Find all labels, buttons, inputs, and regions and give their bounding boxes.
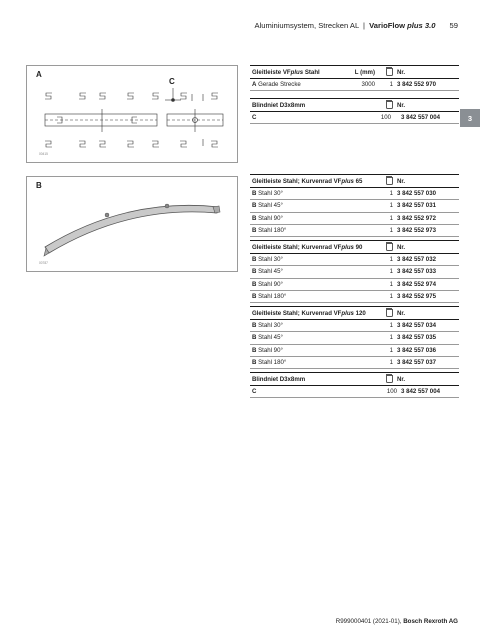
table-title: Gleitleiste Stahl; Kurvenrad VFplus 65: [252, 177, 363, 185]
cell-qty: 100: [386, 388, 397, 396]
column-qty-header: [381, 375, 397, 383]
column-nr-header: Nr.: [397, 375, 406, 383]
column-nr-header: Nr.: [397, 309, 406, 317]
table-row[interactable]: B Stahl 45° 1 3 842 557 031: [250, 200, 459, 212]
header-separator: |: [363, 21, 366, 30]
cell-part-number: 3 842 557 034: [397, 322, 436, 330]
package-qty-icon: [386, 101, 393, 109]
cell-qty: 1: [389, 359, 393, 367]
table-header: [250, 65, 459, 79]
table-row[interactable]: B Stahl 45° 1 3 842 557 033: [250, 266, 459, 278]
table-title: Blindniet D3x8mm: [252, 101, 306, 109]
figure-a-drawing: [27, 66, 237, 162]
cell-qty: 1: [389, 202, 393, 210]
header-product-main: VarioFlow: [369, 21, 406, 30]
table-header: [250, 240, 459, 254]
table-row[interactable]: B Stahl 30° 1 3 842 557 030: [250, 188, 459, 200]
footer-doc: R999000401 (2021-01),: [335, 618, 402, 625]
table-row[interactable]: B Stahl 30° 1 3 842 557 034: [250, 320, 459, 332]
table-row[interactable]: A Gerade Strecke 3000 1 3 842 552 970: [250, 79, 459, 91]
table-row[interactable]: B Stahl 30° 1 3 842 557 032: [250, 254, 459, 266]
figure-a: [26, 65, 238, 163]
cell-qty: 1: [389, 214, 393, 222]
cell-part-number: 3 842 557 004: [401, 114, 440, 122]
cell-part-number: 3 842 552 972: [397, 214, 436, 222]
table-kurvenrad-65: [250, 174, 459, 237]
table-header: [250, 98, 459, 112]
column-nr-header: Nr.: [397, 177, 406, 185]
cell-qty: 1: [389, 256, 393, 264]
cell-qty: 1: [389, 190, 393, 198]
cell-qty: 1: [389, 334, 393, 342]
figure-a-callout: C: [169, 77, 175, 86]
table-row[interactable]: B Stahl 90° 1 3 842 557 036: [250, 345, 459, 357]
cell-qty: 1: [389, 268, 393, 276]
table-row[interactable]: B Stahl 180° 1 3 842 557 037: [250, 357, 459, 369]
header-product-plus: plus 3.0: [407, 21, 436, 30]
figure-a-id: 00415: [39, 152, 48, 156]
column-qty-header: [381, 243, 397, 251]
cell-part-number: 3 842 557 033: [397, 268, 436, 276]
table-title: Gleitleiste Stahl; Kurvenrad VFplus 120: [252, 309, 366, 317]
cell-part-number: 3 842 557 031: [397, 202, 436, 210]
page-footer: [336, 618, 458, 625]
table-title: Blindniet D3x8mm: [252, 375, 306, 383]
column-qty-header: [381, 68, 397, 76]
package-qty-icon: [386, 243, 393, 251]
table-row[interactable]: B Stahl 90° 1 3 842 552 972: [250, 213, 459, 225]
table-row[interactable]: C 100 3 842 557 004: [250, 386, 459, 398]
cell-part-number: 3 842 557 032: [397, 256, 436, 264]
package-qty-icon: [386, 68, 393, 76]
figure-a-letter: A: [36, 70, 42, 79]
cell-qty: 1: [389, 81, 393, 89]
column-nr-header: Nr.: [397, 243, 406, 251]
table-kurvenrad-120: [250, 306, 459, 369]
page-number: 59: [449, 21, 458, 30]
figure-b-letter: B: [36, 181, 42, 190]
column-qty-header: [381, 101, 397, 109]
figure-b: [26, 176, 238, 272]
cell-qty: 1: [389, 293, 393, 301]
cell-length: 3000: [361, 81, 375, 89]
package-qty-icon: [386, 177, 393, 185]
cell-part-number: 3 842 557 036: [397, 346, 436, 354]
table-row[interactable]: B Stahl 180° 1 3 842 552 973: [250, 225, 459, 237]
profile-row-top: [45, 93, 218, 101]
table-header: [250, 174, 459, 188]
cell-qty: 1: [389, 280, 393, 288]
column-qty-header: [381, 309, 397, 317]
cell-qty: 1: [389, 322, 393, 330]
cell-part-number: 3 842 552 974: [397, 280, 436, 288]
page-header: [255, 21, 458, 30]
header-product: [369, 21, 435, 30]
table-gleitleiste-stahl: [250, 65, 459, 91]
cell-part-number: 3 842 552 970: [397, 81, 436, 89]
cell-part-number: 3 842 552 975: [397, 293, 436, 301]
package-qty-icon: [386, 375, 393, 383]
table-row[interactable]: C 100 3 842 557 004: [250, 112, 459, 124]
package-qty-icon: [386, 309, 393, 317]
cell-part-number: 3 842 557 035: [397, 334, 436, 342]
figure-b-id: 00787: [39, 261, 48, 265]
table-row[interactable]: B Stahl 90° 1 3 842 552 974: [250, 279, 459, 291]
column-nr-header: Nr.: [397, 101, 406, 109]
table-row[interactable]: B Stahl 45° 1 3 842 557 035: [250, 332, 459, 344]
header-system: Aluminiumsystem, Strecken AL: [254, 21, 359, 30]
column-length-header: L (mm): [354, 68, 375, 76]
table-title: Gleitleiste VFplus Stahl: [252, 68, 320, 76]
cell-qty: 1: [389, 227, 393, 235]
cell-part-number: 3 842 552 973: [397, 227, 436, 235]
cell-qty: 100: [380, 114, 391, 122]
table-header: [250, 306, 459, 320]
cell-part-number: 3 842 557 037: [397, 359, 436, 367]
table-title: Gleitleiste Stahl; Kurvenrad VFplus 90: [252, 243, 363, 251]
column-nr-header: Nr.: [397, 68, 406, 76]
table-kurvenrad-90: [250, 240, 459, 303]
chapter-tab[interactable]: 3: [460, 109, 480, 127]
table-header: [250, 372, 459, 386]
table-row[interactable]: B Stahl 180° 1 3 842 552 975: [250, 291, 459, 303]
table-blindniet-2: [250, 372, 459, 398]
footer-brand: Bosch Rexroth AG: [403, 618, 458, 625]
table-blindniet-1: [250, 98, 459, 124]
column-qty-header: [381, 177, 397, 185]
cell-qty: 1: [389, 346, 393, 354]
figure-b-drawing: [27, 177, 237, 271]
cell-part-number: 3 842 557 030: [397, 190, 436, 198]
cell-part-number: 3 842 557 004: [401, 388, 440, 396]
